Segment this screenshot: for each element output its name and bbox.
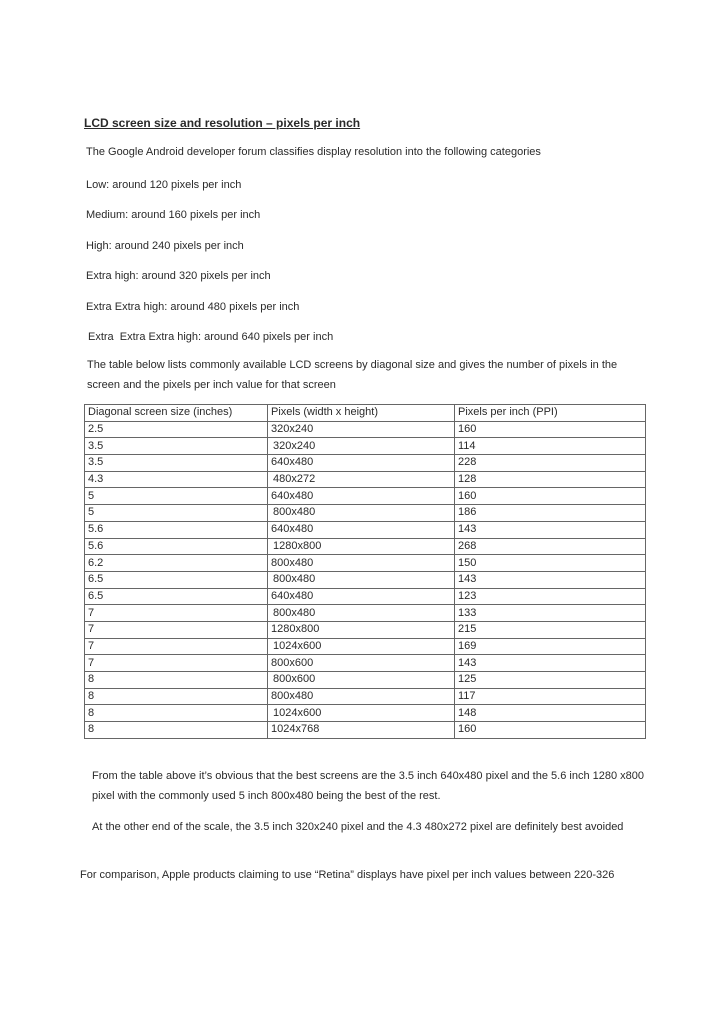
cell-pixels: 800x480 — [268, 688, 455, 705]
table-row — [85, 655, 646, 672]
cell-ppi: 150 — [455, 555, 646, 572]
cell-pixels: 800x480 — [268, 605, 455, 622]
table-row — [85, 638, 646, 655]
table-row — [85, 421, 646, 438]
cell-diagonal: 5.6 — [85, 538, 268, 555]
table-row — [85, 555, 646, 572]
cell-diagonal: 8 — [85, 722, 268, 739]
table-body — [85, 421, 646, 738]
cell-diagonal: 7 — [85, 638, 268, 655]
table-row — [85, 455, 646, 472]
cell-pixels: 1280x800 — [268, 621, 455, 638]
cell-diagonal: 2.5 — [85, 421, 268, 438]
table-row — [85, 722, 646, 739]
table-row — [85, 505, 646, 522]
cell-ppi: 143 — [455, 521, 646, 538]
cell-ppi: 117 — [455, 688, 646, 705]
cell-ppi: 160 — [455, 488, 646, 505]
cell-diagonal: 5.6 — [85, 521, 268, 538]
table-row — [85, 705, 646, 722]
cell-ppi: 133 — [455, 605, 646, 622]
cell-diagonal: 6.5 — [85, 571, 268, 588]
conclusion-avoid-screens: At the other end of the scale, the 3.5 inch 320x240 pixel and the 4.3 480x272 pixel are definitely best avoided — [92, 821, 624, 833]
table-header-row — [85, 405, 646, 422]
cell-pixels: 800x600 — [268, 672, 455, 689]
table-row — [85, 521, 646, 538]
document-heading: LCD screen size and resolution – pixels per inch — [84, 116, 361, 130]
category-extra-extra-extra-high: Extra Extra Extra high: around 640 pixels per inch — [88, 331, 334, 343]
category-low: Low: around 120 pixels per inch — [86, 179, 242, 191]
lcd-table — [84, 404, 646, 739]
column-header-diagonal: Diagonal screen size (inches) — [85, 405, 268, 422]
table-row — [85, 438, 646, 455]
cell-diagonal: 8 — [85, 705, 268, 722]
cell-pixels: 320x240 — [268, 438, 455, 455]
cell-ppi: 160 — [455, 421, 646, 438]
conclusion-best-screens: From the table above it’s obvious that the best screens are the 3.5 inch 640x480 pixel and the 5.6 inch 1280 x800 pixel with the commonly used 5 inch 800x480 being the best of the rest. — [92, 770, 644, 802]
cell-ppi: 169 — [455, 638, 646, 655]
table-row — [85, 471, 646, 488]
cell-diagonal: 6.5 — [85, 588, 268, 605]
cell-pixels: 640x480 — [268, 588, 455, 605]
cell-pixels: 800x480 — [268, 555, 455, 572]
cell-pixels: 1024x600 — [268, 705, 455, 722]
cell-diagonal: 8 — [85, 672, 268, 689]
cell-pixels: 800x480 — [268, 571, 455, 588]
cell-pixels: 640x480 — [268, 488, 455, 505]
cell-diagonal: 7 — [85, 655, 268, 672]
column-header-pixels: Pixels (width x height) — [268, 405, 455, 422]
table-row — [85, 688, 646, 705]
cell-pixels: 1024x600 — [268, 638, 455, 655]
cell-diagonal: 3.5 — [85, 438, 268, 455]
cell-diagonal: 7 — [85, 605, 268, 622]
cell-pixels: 320x240 — [268, 421, 455, 438]
cell-ppi: 114 — [455, 438, 646, 455]
category-high: High: around 240 pixels per inch — [86, 240, 244, 252]
table-row — [85, 672, 646, 689]
cell-pixels: 640x480 — [268, 455, 455, 472]
category-extra-extra-high: Extra Extra high: around 480 pixels per inch — [86, 301, 300, 313]
cell-pixels: 1024x768 — [268, 722, 455, 739]
intro-paragraph: The Google Android developer forum classifies display resolution into the following categories — [86, 146, 541, 158]
cell-diagonal: 5 — [85, 488, 268, 505]
cell-pixels: 1280x800 — [268, 538, 455, 555]
cell-pixels: 800x480 — [268, 505, 455, 522]
cell-ppi: 228 — [455, 455, 646, 472]
category-medium: Medium: around 160 pixels per inch — [86, 209, 261, 221]
cell-ppi: 125 — [455, 672, 646, 689]
table-row — [85, 571, 646, 588]
cell-diagonal: 6.2 — [85, 555, 268, 572]
cell-ppi: 148 — [455, 705, 646, 722]
cell-diagonal: 4.3 — [85, 471, 268, 488]
table-row — [85, 621, 646, 638]
cell-ppi: 143 — [455, 655, 646, 672]
table-intro-paragraph: The table below lists commonly available LCD screens by diagonal size and gives the number of pixels in the screen and the pixels per inch value for that screen — [87, 359, 618, 391]
cell-pixels: 640x480 — [268, 521, 455, 538]
table-row — [85, 605, 646, 622]
table-row — [85, 588, 646, 605]
cell-pixels: 480x272 — [268, 471, 455, 488]
table-row — [85, 538, 646, 555]
cell-diagonal: 3.5 — [85, 455, 268, 472]
table-row — [85, 488, 646, 505]
cell-diagonal: 7 — [85, 621, 268, 638]
conclusion-apple-retina: For comparison, Apple products claiming to use “Retina” displays have pixel per inch values between 220-326 — [80, 869, 615, 881]
column-header-ppi: Pixels per inch (PPI) — [455, 405, 646, 422]
cell-ppi: 128 — [455, 471, 646, 488]
cell-ppi: 268 — [455, 538, 646, 555]
cell-ppi: 143 — [455, 571, 646, 588]
cell-ppi: 123 — [455, 588, 646, 605]
cell-pixels: 800x600 — [268, 655, 455, 672]
cell-ppi: 160 — [455, 722, 646, 739]
cell-ppi: 215 — [455, 621, 646, 638]
cell-diagonal: 8 — [85, 688, 268, 705]
cell-diagonal: 5 — [85, 505, 268, 522]
cell-ppi: 186 — [455, 505, 646, 522]
category-extra-high: Extra high: around 320 pixels per inch — [86, 270, 271, 282]
